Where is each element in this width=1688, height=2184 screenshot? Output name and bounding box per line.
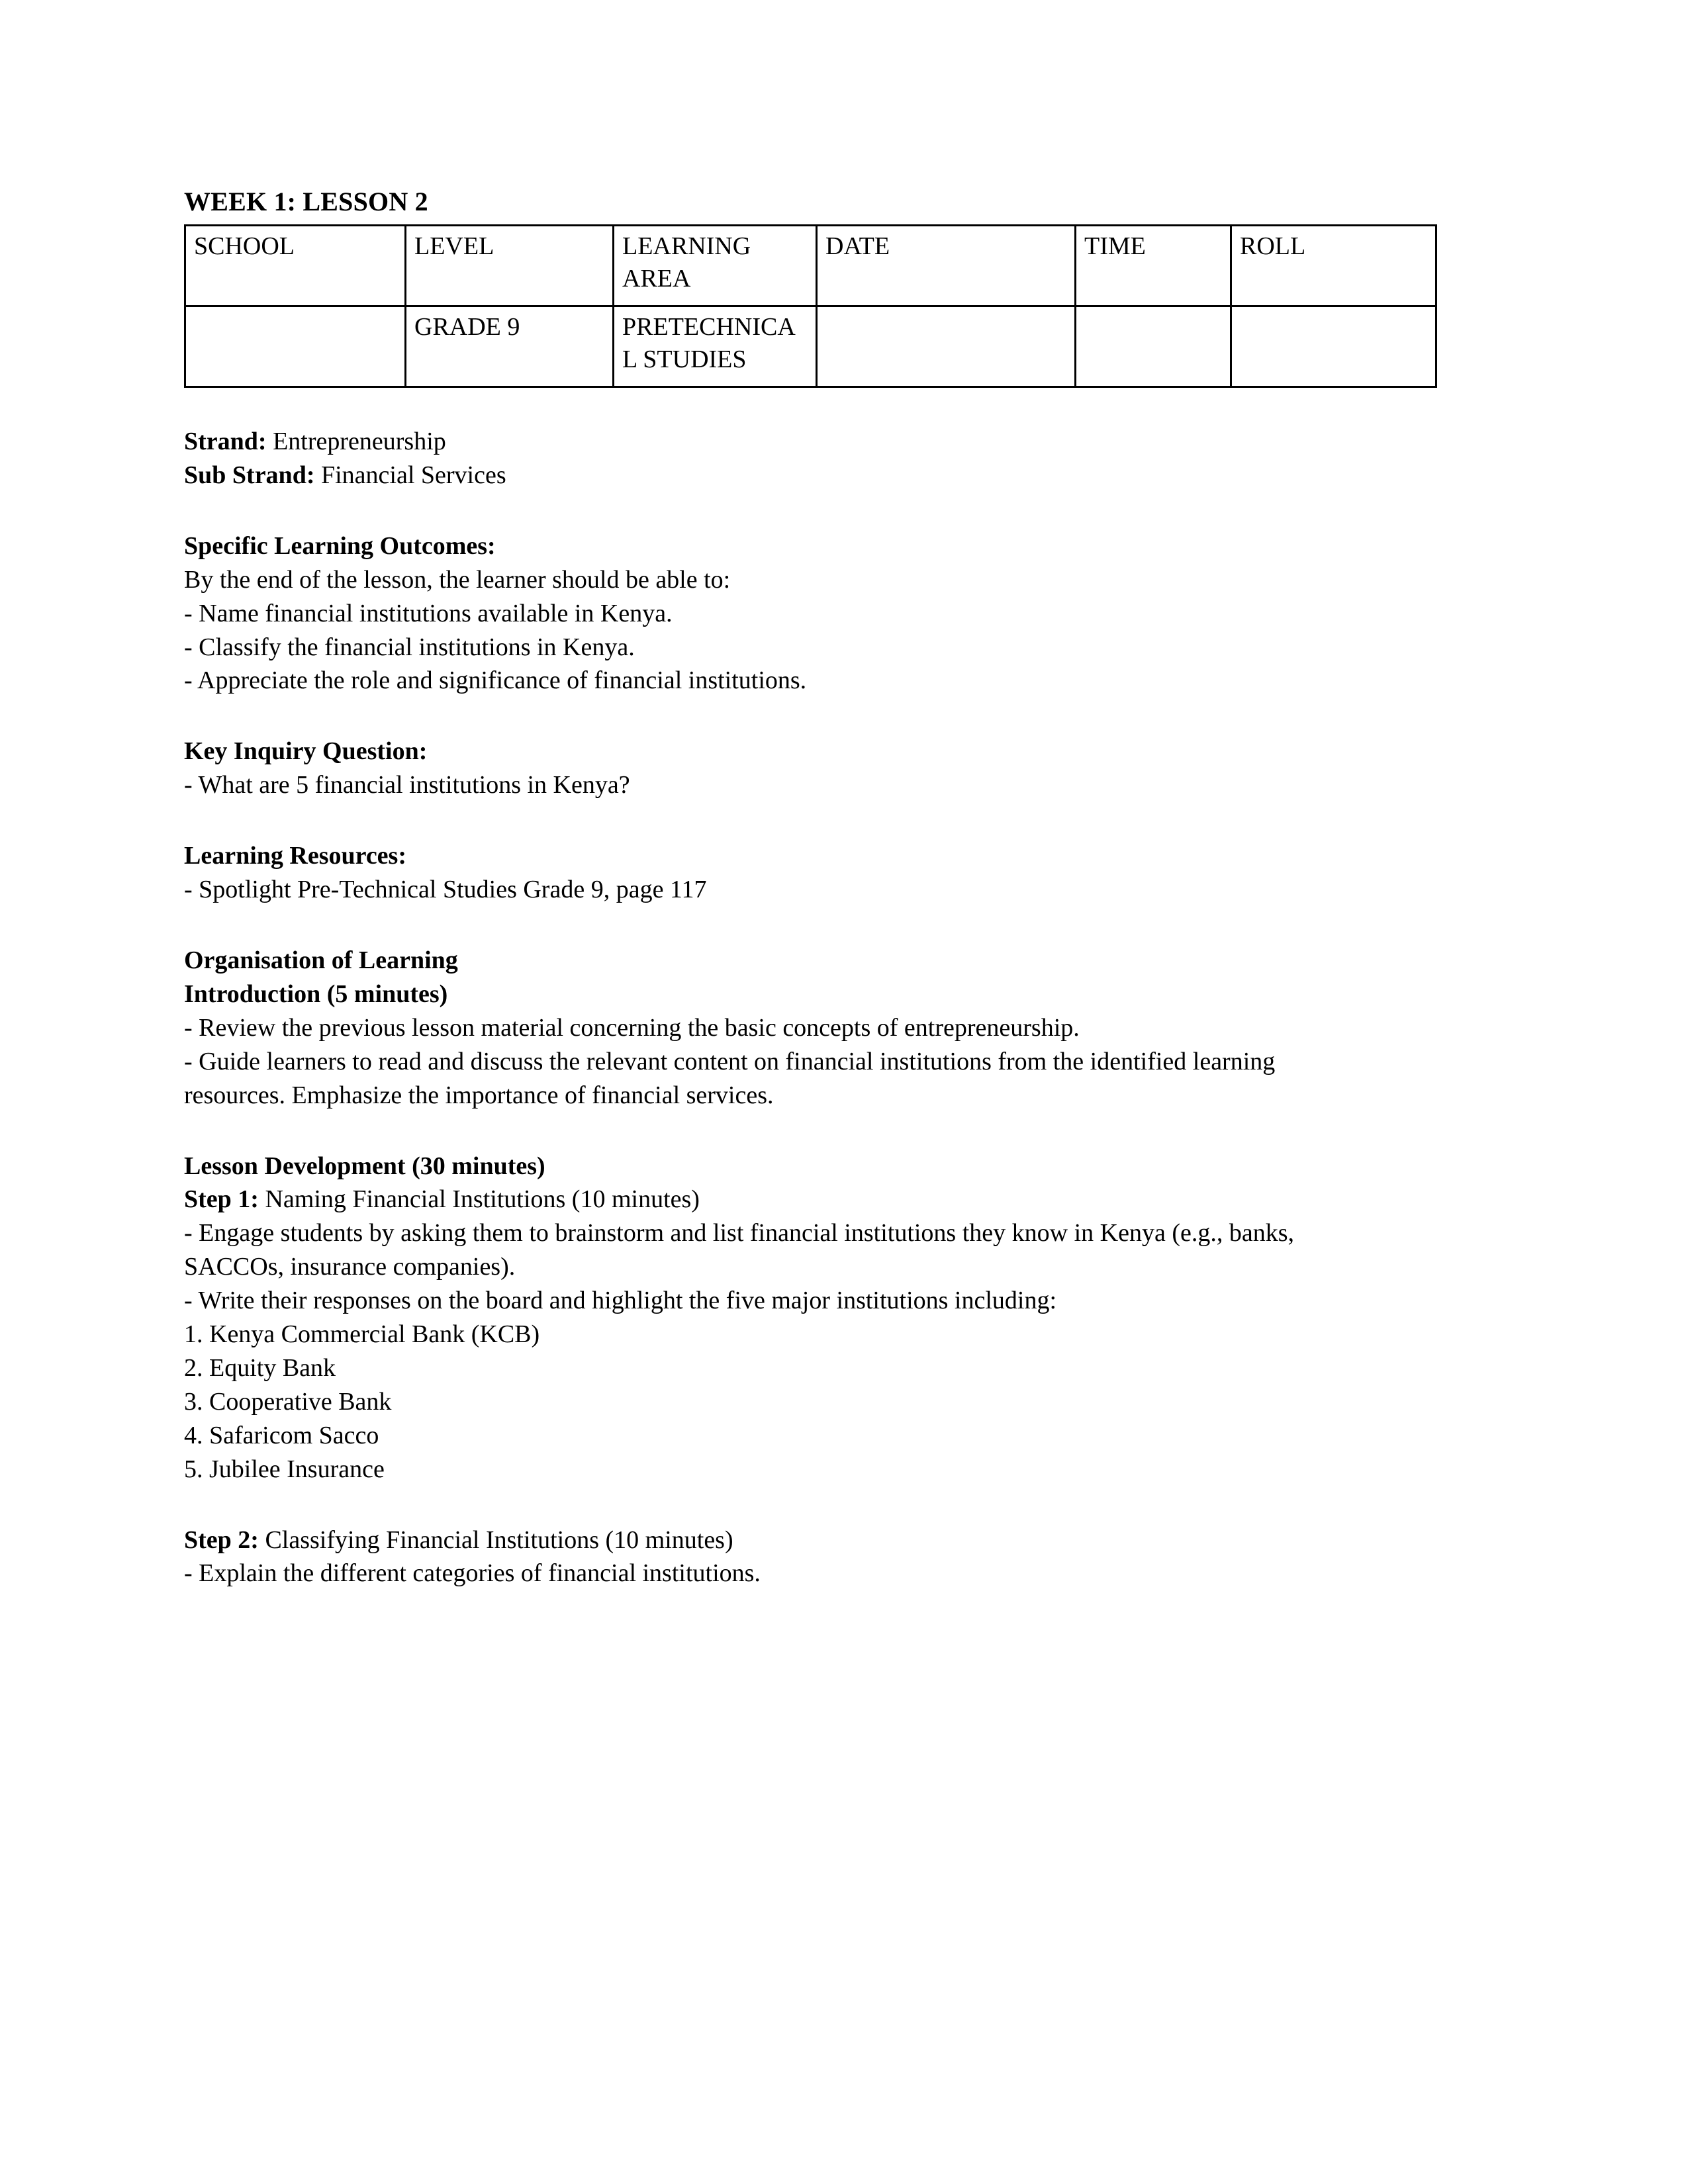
step-1-label: Step 1: [184,1185,259,1214]
table-header-school: SCHOOL [185,226,406,306]
table-header-time: TIME [1076,226,1231,306]
cell-date [817,306,1076,387]
specific-learning-outcomes-intro: By the end of the lesson, the learner should be able to: [184,565,731,594]
strand-value: Entrepreneurship [266,428,446,455]
cell-time [1076,306,1231,387]
key-inquiry-question-section [184,735,1436,802]
strand-label: Strand: [184,428,267,455]
institution-item: 4. Safaricom Sacco [184,1421,379,1449]
step-2-label: Step 2: [184,1525,259,1554]
learning-resources-section [184,839,1436,907]
table-header-learning-area: LEARNING AREA [614,226,817,306]
table-header-level: LEVEL [406,226,614,306]
step-1-title: Naming Financial Institutions (10 minutes) [258,1185,700,1214]
table-header-roll: ROLL [1231,226,1436,306]
spacer [184,802,1436,839]
strand-line [184,425,1376,459]
list-item: - Spotlight Pre-Technical Studies Grade 9, page 117 [184,876,707,904]
organisation-of-learning-heading: Organisation of Learning [184,946,458,974]
step-2-section [184,1524,1436,1591]
specific-learning-outcomes-section [184,529,1436,698]
sub-strand-value: Financial Services [314,461,506,489]
list-item: - Appreciate the role and significance of financial institutions. [184,666,807,695]
list-item: - Classify the financial institutions in Kenya. [184,633,635,661]
spacer [184,907,1436,944]
list-item: - Guide learners to read and discuss the relevant content on financial institutions from the identified learning resources. Emphasize the importance of financial services. [184,1047,1276,1109]
cell-learning-area: PRETECHNICAL STUDIES [614,306,817,387]
spacer [184,1486,1436,1524]
institution-item: 5. Jubilee Insurance [184,1455,385,1483]
strand-section [184,425,1436,492]
table-row [185,306,1436,387]
step-1-line [184,1183,1376,1216]
lesson-info-table [184,224,1437,388]
list-item: - Name financial institutions available in Kenya. [184,599,673,627]
sub-strand-line [184,459,1376,492]
list-item: - Review the previous lesson material concerning the basic concepts of entrepreneurship. [184,1013,1080,1042]
table-header-date: DATE [817,226,1076,306]
key-inquiry-question-heading: Key Inquiry Question: [184,737,428,766]
spacer [184,492,1436,529]
cell-level: GRADE 9 [406,306,614,387]
introduction-heading: Introduction (5 minutes) [184,979,448,1008]
spacer [184,388,1436,425]
institution-item: 3. Cooperative Bank [184,1387,392,1416]
step-2-line [184,1524,1376,1557]
organisation-of-learning-section [184,944,1436,1113]
list-item: - Engage students by asking them to brainstorm and list financial institutions they know in Kenya (e.g., banks, SACCOs, insurance companies). [184,1219,1294,1281]
cell-roll [1231,306,1436,387]
specific-learning-outcomes-heading: Specific Learning Outcomes: [184,531,496,560]
step-2-title: Classifying Financial Institutions (10 minutes) [258,1525,733,1554]
sub-strand-label: Sub Strand: [184,461,315,489]
spacer [184,1113,1436,1150]
page-title: WEEK 1: LESSON 2 [184,187,428,216]
institution-item: 1. Kenya Commercial Bank (KCB) [184,1320,540,1349]
list-item: - What are 5 financial institutions in Kenya? [184,771,630,799]
learning-resources-heading: Learning Resources: [184,842,406,870]
institution-item: 2. Equity Bank [184,1353,336,1382]
list-item: - Write their responses on the board and highlight the five major institutions including: [184,1287,1057,1315]
lesson-development-heading: Lesson Development (30 minutes) [184,1152,545,1180]
list-item: - Explain the different categories of financial institutions. [184,1559,761,1588]
spacer [184,698,1436,735]
cell-school [185,306,406,387]
lesson-development-section [184,1150,1436,1486]
table-header-row [185,226,1436,306]
